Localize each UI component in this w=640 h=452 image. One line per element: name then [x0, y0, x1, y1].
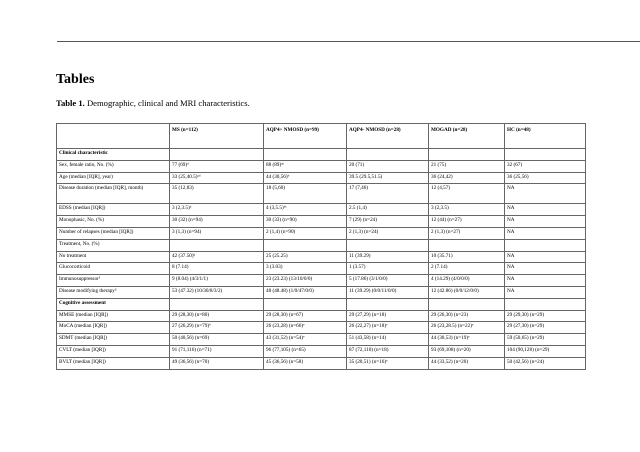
table-cell: NA: [505, 216, 586, 228]
table-cell: [347, 239, 429, 251]
table-cell: [170, 239, 264, 251]
table-row: [57, 345, 586, 357]
table-row: [57, 263, 586, 275]
table-cell: 36 (24,42): [429, 172, 505, 184]
header-rule: [57, 41, 640, 42]
table-section-row: [57, 149, 586, 161]
table-row: [57, 310, 586, 322]
table-cell: 59 (50,65) (n=29): [505, 334, 586, 346]
table-row: [57, 204, 586, 216]
characteristics-table: [56, 123, 586, 370]
table-cell: NA: [505, 227, 586, 239]
table-cell: [429, 298, 505, 310]
table-cell: 3 (3.03): [264, 263, 347, 275]
table-cell: 48 (48.48) (1/0/47/0/0): [264, 286, 347, 298]
table-cell: 4 (14.29) (4/0/0/0): [429, 275, 505, 287]
column-header: AQP4- NMOSD (n=28): [347, 124, 429, 149]
table-cell: [347, 298, 429, 310]
table-row: [57, 251, 586, 263]
table-cell: 12 (44) (n=27): [429, 216, 505, 228]
table-cell: 43 (31,52) (n=54)ᵉ: [264, 334, 347, 346]
table-cell: 2 (7.14): [429, 263, 505, 275]
table-row: [57, 357, 586, 369]
table-cell: [170, 298, 264, 310]
table-cell: 4 (3,5.5)ᵇᶜ: [264, 204, 347, 216]
row-label: Immunosuppressor¹: [57, 275, 170, 287]
row-label: Sex, female ratio, No. (%): [57, 160, 170, 172]
row-label: Monophasic, No. (%): [57, 216, 170, 228]
table-cell: 35 (20,51) (n=16)ᵉ: [347, 357, 429, 369]
table-cell: 53 (47.32) (10/30/8/3/2): [170, 286, 264, 298]
caption-label: Table 1.: [56, 98, 85, 108]
table-cell: 42 (37.50)ᵈ: [170, 251, 264, 263]
table-cell: 29 (28,30) (n=67): [264, 310, 347, 322]
table-cell: 32 (67): [505, 160, 586, 172]
table-cell: 39.5 (29.5,51.5): [347, 172, 429, 184]
table-cell: 25 (25.25): [264, 251, 347, 263]
table-cell: 29 (26,30) (n=23): [429, 310, 505, 322]
table-cell: 11 (39.29) (0/0/11/0/0): [347, 286, 429, 298]
row-label: Age (median [IQR], year): [57, 172, 170, 184]
table-cell: 33 (25,40.5)ᵃᵈ: [170, 172, 264, 184]
table-cell: 26 (23,28) (n=66)ᵉ: [264, 322, 347, 334]
table-cell: [264, 149, 347, 161]
row-label: No treatment: [57, 251, 170, 263]
column-header: MS (n=112): [170, 124, 264, 149]
table-cell: [429, 149, 505, 161]
row-label: Disease duration (median [IQR], month): [57, 184, 170, 204]
table-cell: 88 (89)ᵃᵉ: [264, 160, 347, 172]
table-cell: 91 (71,116) (n=71): [170, 345, 264, 357]
table-section-row: [57, 298, 586, 310]
table-cell: 7 (29) (n=24): [347, 216, 429, 228]
table-cell: 44 (30,53) (n=19)ᵉ: [429, 334, 505, 346]
table-cell: 49 (36,56) (n=70): [170, 357, 264, 369]
table-cell: 5 (17.86) (3/1/0/0): [347, 275, 429, 287]
table-cell: [347, 149, 429, 161]
table-cell: 51 (43,58) (n=14): [347, 334, 429, 346]
table-cell: 44 (30,56)ᵇ: [264, 172, 347, 184]
table-cell: 87 (72,110) (n=18): [347, 345, 429, 357]
table-cell: 27 (26,29) (n=79)ᵇ: [170, 322, 264, 334]
table-cell: 2 (1,4) (n=90): [264, 227, 347, 239]
table-cell: 50 (40,56) (n=69): [170, 334, 264, 346]
table-row: [57, 172, 586, 184]
table-cell: NA: [505, 263, 586, 275]
table-row: [57, 286, 586, 298]
table-cell: 21 (75): [429, 160, 505, 172]
table-cell: 2 (1,3) (n=27): [429, 227, 505, 239]
row-label: Treatment, No. (%): [57, 239, 170, 251]
table-cell: 23 (23.23) (13/10/0/0): [264, 275, 347, 287]
table-header-row: [57, 124, 586, 149]
table-cell: [170, 149, 264, 161]
table-cell: 29 (29,30) (n=29): [505, 310, 586, 322]
table-cell: NA: [505, 204, 586, 216]
table-cell: 36 (25,56): [505, 172, 586, 184]
row-label: MoCA (median [IQR]): [57, 322, 170, 334]
table-cell: 2.5 (1,4): [347, 204, 429, 216]
column-header: [57, 124, 170, 149]
table-cell: [505, 298, 586, 310]
table-cell: 20 (71): [347, 160, 429, 172]
table-cell: 9 (8.04) (4/3/1/1): [170, 275, 264, 287]
table-cell: NA: [505, 286, 586, 298]
table-cell: 8 (7.14): [170, 263, 264, 275]
table-cell: [505, 149, 586, 161]
row-label: SDMT (median [IQR]): [57, 334, 170, 346]
table-cell: 12 (4,57): [429, 184, 505, 204]
table-body: [57, 149, 586, 370]
table-cell: 18 (5,60): [264, 184, 347, 204]
row-label: Cognitive assessment: [57, 298, 170, 310]
table-caption: [56, 98, 250, 108]
table-cell: 96 (77,105) (n=65): [264, 345, 347, 357]
table-cell: 77 (69)ᵈ: [170, 160, 264, 172]
table-cell: 35 (12,83): [170, 184, 264, 204]
table-cell: 44 (33,52) (n=20): [429, 357, 505, 369]
table-cell: 30 (33) (n=90): [264, 216, 347, 228]
table-cell: 3 (2,3.5)ᵈ: [170, 204, 264, 216]
table-cell: NA: [505, 275, 586, 287]
table-cell: 30 (32) (n=94): [170, 216, 264, 228]
table-cell: 11 (39.29): [347, 251, 429, 263]
table-row: [57, 184, 586, 204]
row-label: EDSS (median [IQR]): [57, 204, 170, 216]
table-cell: 12 (42.86) (0/0/12/0/0): [429, 286, 505, 298]
table-cell: NA: [505, 184, 586, 204]
row-label: CVLT (median [IQR]): [57, 345, 170, 357]
table-cell: [264, 298, 347, 310]
table-cell: 26 (22,27) (n=18)ᵉ: [347, 322, 429, 334]
table-row: [57, 275, 586, 287]
table-cell: 3 (1,3) (n=94): [170, 227, 264, 239]
table-cell: 26 (23,28.5) (n=22)ᵉ: [429, 322, 505, 334]
row-label: Disease modifying therapy²: [57, 286, 170, 298]
table-row: [57, 227, 586, 239]
table-cell: [505, 239, 586, 251]
section-title: Tables: [56, 72, 95, 87]
table-cell: 10 (35.71): [429, 251, 505, 263]
table-row: [57, 334, 586, 346]
column-header: HC (n=48): [505, 124, 586, 149]
table-cell: 50 (42,56) (n=24): [505, 357, 586, 369]
table-cell: 3 (2,3.5): [429, 204, 505, 216]
table-row: [57, 322, 586, 334]
row-label: Clinical characteristic: [57, 149, 170, 161]
table-cell: 29 (28,30) (n=80): [170, 310, 264, 322]
table-cell: [264, 239, 347, 251]
row-label: BVLT (median [IQR]): [57, 357, 170, 369]
table-cell: 1 (3.57): [347, 263, 429, 275]
column-header: AQP4+ NMOSD (n=99): [264, 124, 347, 149]
table-row: [57, 216, 586, 228]
table-cell: 104 (90,128) (n=29): [505, 345, 586, 357]
table-cell: [429, 239, 505, 251]
caption-text: Demographic, clinical and MRI characteristics.: [84, 98, 250, 108]
table-cell: 45 (36,56) (n=58): [264, 357, 347, 369]
table-cell: 29 (27,29) (n=18): [347, 310, 429, 322]
table-row: [57, 160, 586, 172]
table-row: [57, 239, 586, 251]
row-label: Number of relapses (median [IQR]): [57, 227, 170, 239]
table-cell: 29 (27,30) (n=29): [505, 322, 586, 334]
table-cell: NA: [505, 251, 586, 263]
table-cell: 2 (1,3) (n=24): [347, 227, 429, 239]
table-cell: 17 (7,46): [347, 184, 429, 204]
row-label: MMSE (median [IQR]): [57, 310, 170, 322]
table-cell: 93 (69,108) (n=20): [429, 345, 505, 357]
column-header: MOGAD (n=28): [429, 124, 505, 149]
row-label: Glucocorticoid: [57, 263, 170, 275]
